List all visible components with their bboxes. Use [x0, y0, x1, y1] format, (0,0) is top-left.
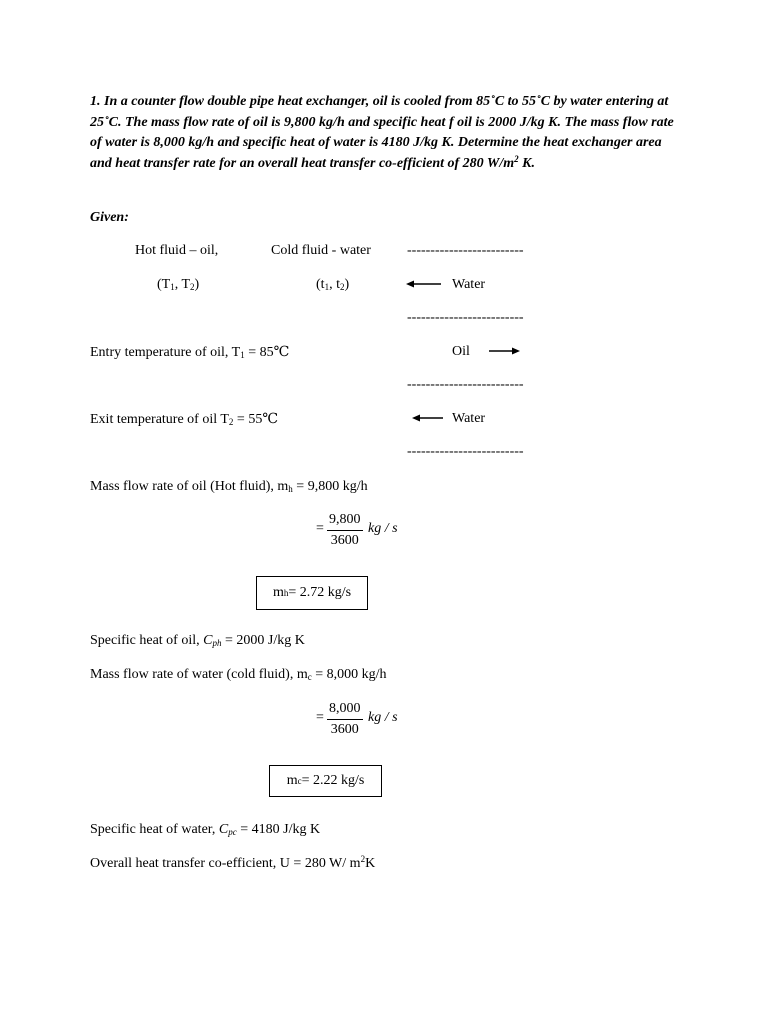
- diagram-divider-3: -------------------------: [407, 377, 524, 392]
- arrow-left-icon: [406, 278, 442, 290]
- mc-fraction-unit: kg / s: [368, 710, 398, 725]
- specific-heat-water: Specific heat of water, $C_{pc} = 4180$ J/kg K: [90, 822, 321, 837]
- mass-flow-water-line: Mass flow rate of water (cold fluid), $m_c = 8,000$ kg/h: [90, 667, 387, 682]
- mass-flow-oil-line: Mass flow rate of oil (Hot fluid), $m_h = 9,800$ kg/h: [90, 479, 368, 494]
- diagram-divider-2: -------------------------: [407, 310, 524, 325]
- problem-statement: [90, 92, 680, 174]
- overall-heat-transfer-coefficient: Overall heat transfer co-efficient, U = 280 W/ $m^2K$: [90, 854, 376, 871]
- mh-fraction-numerator: 9,800: [327, 512, 363, 531]
- problem-text: 1. In a counter flow double pipe heat exchanger, oil is cooled from 85˚C to 55˚C by water entering at 25˚C. The mass flow rate of oil is 9,800 kg/h and specific heat f oil is 2000 J/kg K. The mass flow rate of water is 8,000 kg/h and specific heat of water is 4180 J/kg K. Determine the heat exchanger area and heat transfer rate for an overall heat transfer co-efficient of 280 W/m: [90, 94, 674, 171]
- entry-temperature: Entry temperature of oil, $T_1$ = 85℃: [90, 345, 290, 360]
- arrow-right-icon: [489, 345, 521, 357]
- mc-fraction-equals: =: [316, 710, 324, 725]
- mh-result-box: m h = 2.72 kg/s: [256, 576, 368, 610]
- given-label: Given:: [90, 210, 129, 225]
- mh-fraction-denominator: 3600: [330, 533, 359, 548]
- hot-fluid-symbols: ($T_1$, $T_2$): [157, 277, 200, 292]
- flow-label-oil: Oil: [452, 344, 470, 359]
- flow-label-water-bottom: Water: [452, 411, 486, 426]
- mc-result-box: m c = 2.22 kg/s: [269, 765, 382, 797]
- diagram-divider-4: -------------------------: [407, 444, 524, 459]
- cold-fluid-symbols: ($t_1$, $t_2$): [316, 277, 350, 292]
- mh-fraction: [327, 512, 363, 549]
- specific-heat-oil: Specific heat of oil, $C_{ph} = 2000$ J/kg K: [90, 633, 305, 648]
- cold-fluid-label: Cold fluid - water: [271, 243, 371, 258]
- mc-fraction-numerator: 8,000: [327, 701, 363, 720]
- problem-sup: 2: [514, 153, 519, 164]
- diagram-divider-1: -------------------------: [407, 243, 524, 258]
- mc-fraction-denominator: 3600: [330, 722, 359, 737]
- hot-fluid-label: Hot fluid – oil,: [135, 243, 219, 258]
- arrow-left-icon: [412, 412, 444, 424]
- exit-temperature: Exit temperature of oil $T_2$ = 55℃: [90, 412, 278, 427]
- mh-fraction-equals: =: [316, 521, 324, 536]
- mc-fraction: [327, 701, 363, 738]
- flow-label-water-top: Water: [452, 277, 486, 292]
- problem-text-end: K.: [518, 155, 535, 171]
- mh-fraction-unit: kg / s: [368, 521, 398, 536]
